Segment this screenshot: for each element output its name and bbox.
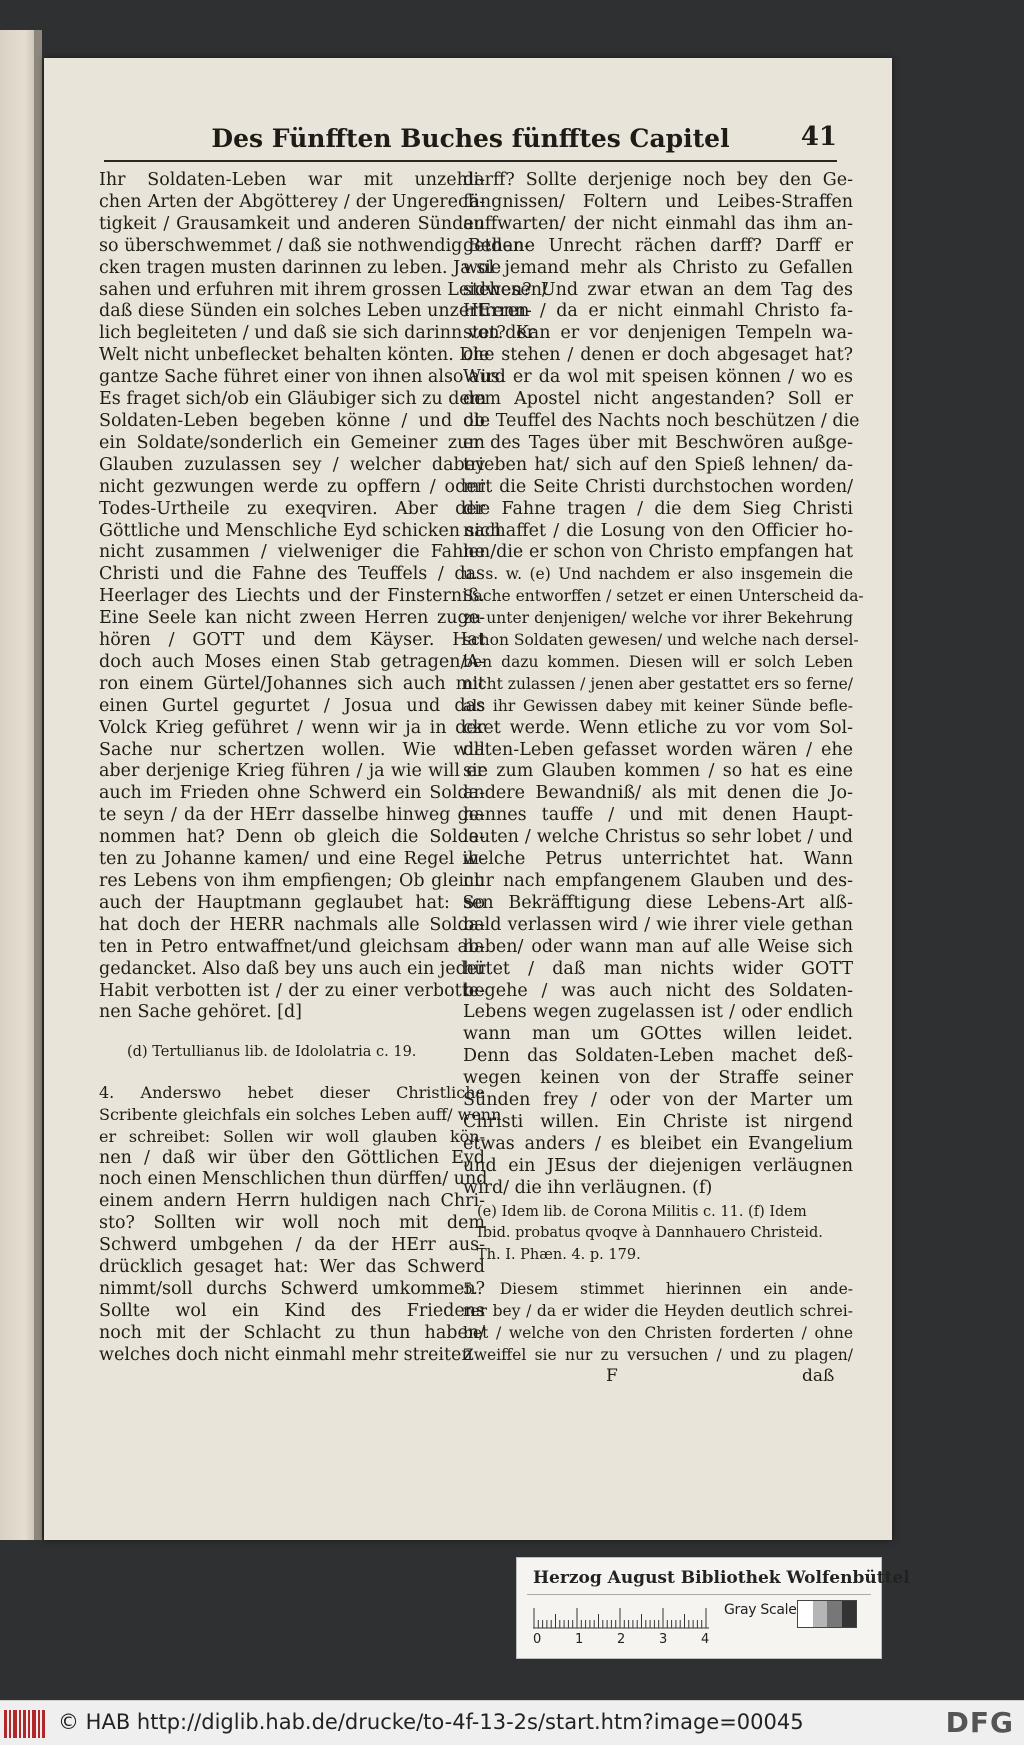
text-line: hören / GOTT und dem Käyser. Hat (99, 630, 485, 651)
text-line: Habit verbotten ist / der zu einer verbotte- (99, 980, 485, 1001)
text-line: die Fahne tragen / die dem Sieg Christi (463, 498, 853, 519)
text-line: welches doch nicht einmahl mehr streiten (99, 1344, 473, 1365)
text-line: noch einen Menschlichen thun dürffen/ und (99, 1169, 488, 1190)
text-line: nicht zusammen / vielweniger die Fahne (99, 542, 485, 563)
text-line: te seyn / da der HErr dasselbe hinweg ge- (99, 805, 485, 826)
text-line: Sünden frey / oder von der Marter um (463, 1090, 853, 1111)
text-line: Göttliche und Menschliche Eyd schicken sich (99, 520, 502, 541)
text-line: trieben hat/ sich auf den Spieß lehnen/ da- (463, 454, 853, 475)
text-line: Christi und die Fahne des Teuffels / das (99, 564, 485, 585)
text-line: hat doch der HERR nachmals alle Solda- (99, 914, 485, 935)
text-line: wol jemand mehr als Christo zu Gefallen (463, 257, 853, 278)
catchword: daß (802, 1366, 835, 1386)
spacer (463, 1266, 853, 1278)
text-line: Sache nur schertzen wollen. Wie will (99, 739, 485, 760)
text-line: Welt nicht unbeflecket behalten könten. Die (99, 345, 490, 366)
text-line: drücklich gesaget hat: Wer das Schwerd (99, 1257, 485, 1278)
text-line: die Teuffel des Nachts noch beschützen / die (463, 410, 860, 431)
text-line: nen / daß wir über den Göttlichen Eyd (99, 1147, 485, 1168)
grayscale-patch (827, 1601, 842, 1627)
text-line: als ihr Gewissen dabey mit keiner Sünde befle- (463, 696, 853, 715)
text-line: gedancket. Also daß bey uns auch ein jeder (99, 958, 486, 979)
text-line: ben dazu kommen. Diesen will er solch Leben (463, 652, 853, 671)
right-column-text (463, 170, 864, 1200)
text-line: nimmt/soll durchs Schwerd umkommen? (99, 1279, 485, 1299)
grayscale-label: Gray Scale (724, 1602, 797, 1618)
ruler-label: 1 (575, 1632, 584, 1647)
copyright-url[interactable]: © HAB http://diglib.hab.de/drucke/to-4f-13-2s/start.htm?image=00045 (58, 1710, 804, 1734)
text-line: 5. Diesem stimmet hierinnen ein ande- (463, 1280, 853, 1299)
text-line: Denn das Soldaten-Leben machet deß- (463, 1046, 853, 1067)
text-line: aber derjenige Krieg führen / ja wie will er (99, 761, 485, 782)
text-line: che stehen / denen er doch abgesaget hat? (463, 345, 853, 366)
text-line: sto? Sollten wir woll noch mit dem (99, 1213, 485, 1234)
text-line: sie zum Glauben kommen / so hat es eine (463, 761, 853, 782)
barcode-icon (4, 1710, 46, 1738)
text-line: auch der Hauptmann geglaubet hat: So (99, 892, 485, 913)
text-line: (e) Idem lib. de Corona Militis c. 11. (f) Idem (477, 1203, 807, 1220)
text-line: Ihr Soldaten-Leben war mit unzehli- (99, 170, 485, 190)
library-name: Herzog August Bibliothek Wolfenbüttel (533, 1568, 910, 1588)
previous-page-edge (0, 30, 42, 1540)
running-head (104, 120, 837, 162)
text-line: Es fraget sich/ob ein Gläubiger sich zu dem (99, 389, 487, 410)
text-line: stehen? Und zwar etwan an dem Tag des (463, 279, 853, 300)
ruler-label: 2 (617, 1632, 626, 1647)
text-line: wann man um GOttes willen leidet. (463, 1024, 853, 1045)
right-section-text (463, 1278, 853, 1366)
text-line: etwas anders / es bleibet ein Evangelium (463, 1133, 853, 1154)
text-line: andere Bewandniß/ als mit denen die Jo- (463, 783, 853, 804)
text-line: gethane Unrecht rächen darff? Darff er (463, 235, 853, 256)
text-line: HErren / da er nicht einmahl Christo fa- (463, 301, 853, 322)
text-line: tigkeit / Grausamkeit und anderen Sünden (99, 213, 485, 234)
text-line: sen Bekräfftigung diese Lebens-Art alß- (463, 892, 853, 913)
text-line: lich begleiteten / und daß sie sich darinn von der (99, 323, 535, 344)
text-line: ten in Petro entwaffnet/und gleichsam ab- (99, 936, 485, 957)
text-line: daß diese Sünden ein solches Leben unzertrenn- (99, 301, 532, 322)
right-column (463, 170, 864, 1366)
text-line: ein Soldate/sonderlich ein Gemeiner zum (99, 432, 485, 453)
grayscale-patch (813, 1601, 828, 1627)
text-line: nen Sache gehöret. [d] (99, 1002, 302, 1023)
text-line: Glauben zuzulassen sey / welcher dabey (99, 454, 485, 475)
dfg-logo: DFG (945, 1706, 1014, 1739)
text-line: 4. Anderswo hebet dieser Christliche (99, 1082, 485, 1102)
ruler-label: 0 (533, 1632, 542, 1647)
text-line: mit die Seite Christi durchstochen worden/ (463, 476, 853, 497)
spacer (99, 1064, 485, 1082)
text-line: Scribente gleichfals ein solches Leben auff/ wenn (99, 1104, 502, 1124)
text-line: nicht gezwungen werde zu opffern / oder (99, 476, 485, 497)
text-line: gantze Sache führet einer von ihnen also aus: (99, 367, 506, 388)
text-line: Christi willen. Ein Christe ist nirgend (463, 1111, 853, 1132)
text-line: Th. I. Phæn. 4. p. 179. (477, 1246, 641, 1263)
text-line: wird/ die ihn verläugnen. (f) (463, 1177, 713, 1198)
text-line: u. s. w. (e) Und nachdem er also insgemein die (463, 565, 853, 584)
text-line: nicht zulassen / jenen aber gestattet ers so ferne/ (463, 674, 853, 693)
text-line: Sache entworffen / setzet er einen Unterscheid da- (463, 587, 864, 606)
text-line: Eine Seele kan nicht zween Herren zuge- (99, 608, 485, 629)
text-line: schon Soldaten gewesen/ und welche nach dersel- (463, 631, 859, 650)
ruler-label: 4 (701, 1632, 710, 1647)
text-line: dem Apostel nicht angestanden? Soll er (463, 389, 853, 410)
text-line: len/die er schon von Christo empfangen hat (463, 542, 853, 563)
grayscale-bar (797, 1600, 857, 1628)
text-line: nachaffet / die Losung von den Officier ho- (463, 520, 853, 541)
text-line: Todes-Urtheile zu exeqviren. Aber der (99, 498, 485, 519)
text-line: Ibid. probatus qvoqve à Dannhauero Christeid. (477, 1225, 823, 1242)
text-line: ten zu Johanne kamen/ und eine Regel ih- (99, 849, 485, 870)
left-column-text (99, 170, 548, 1024)
text-line: zu unter denjenigen/ welche vor ihrer Bekehrung (463, 609, 853, 628)
text-line: nommen hat? Denn ob gleich die Solda- (99, 827, 485, 848)
left-column (99, 170, 548, 1367)
text-line: bet / welche von den Christen forderten / ohne (463, 1324, 853, 1343)
signature-mark: F (606, 1366, 618, 1386)
text-line: einen Gurtel gegurtet / Josua und das (99, 695, 485, 716)
text-line: Heerlager des Liechts und der Finsterniß. (99, 586, 485, 607)
footer-bar (0, 1700, 1024, 1745)
running-title: Des Fünfften Buches fünfftes Capitel (211, 124, 730, 153)
text-line: daten-Leben gefasset worden wären / ehe (463, 739, 853, 760)
footnote-d: (d) Tertullianus lib. de Idololatria c. 19. (127, 1044, 417, 1061)
text-line: ron einem Gürtel/Johannes sich auch mit (99, 673, 485, 694)
book-fold (34, 30, 42, 1540)
text-line: er schreibet: Sollen wir woll glauben kön- (99, 1126, 485, 1146)
text-line: fängnissen/ Foltern und Leibes-Straffen (463, 191, 853, 212)
grayscale-patch (798, 1601, 813, 1627)
ruler-ticks-icon (533, 1606, 709, 1630)
grayscale-patch (842, 1601, 857, 1627)
ruler-label: 3 (659, 1632, 668, 1647)
text-line: er des Tages über mit Beschwören außge- (463, 432, 853, 453)
text-line: Soldaten-Leben begeben könne / und ob (99, 410, 485, 431)
text-line: sahen und erfuhren mit ihrem grossen Leidwesen/ (99, 279, 548, 300)
book-page (44, 58, 892, 1540)
text-line: bald verlassen wird / wie ihrer viele gethan (463, 914, 853, 935)
text-line: einem andern Herrn huldigen nach Chri- (99, 1191, 485, 1212)
text-line: Sollte wol ein Kind des Friedens (99, 1300, 485, 1321)
text-line: Zweiffel sie nur zu versuchen / und zu plagen/ (463, 1346, 853, 1365)
text-line: nur nach empfangenem Glauben und des- (463, 871, 853, 891)
text-line: Schwerd umbgehen / da der HErr aus- (99, 1235, 485, 1256)
text-line: doch auch Moses einen Stab getragen/A- (99, 651, 485, 672)
text-line: cken tragen musten darinnen zu leben. Ja sie (99, 257, 502, 278)
text-line: so überschwemmet / daß sie nothwendig Beden- (99, 235, 530, 256)
text-line: auffwarten/ der nicht einmahl das ihm an- (463, 213, 853, 234)
text-line: Volck Krieg geführet / wenn wir ja in der (99, 717, 485, 738)
text-line: res Lebens von ihm empfiengen; Ob gleich (99, 871, 485, 891)
text-line: leuten / welche Christus so sehr lobet / und (463, 827, 853, 848)
ruler (533, 1606, 709, 1628)
scale-card (516, 1557, 910, 1659)
text-line: cket werde. Wenn etliche zu vor vom Sol- (463, 717, 853, 738)
text-line: rer bey / da er wider die Heyden deutlich schrei- (463, 1302, 853, 1321)
text-line: wegen keinen von der Straffe seiner (463, 1068, 853, 1089)
text-line: darff? Sollte derjenige noch bey den Ge- (463, 170, 853, 190)
text-line: welche Petrus unterrichtet hat. Wann (463, 849, 853, 870)
text-line: hütet / daß man nichts wider GOTT (463, 958, 853, 979)
footnotes-e-f (463, 1202, 853, 1267)
text-line: begehe / was auch nicht des Soldaten- (463, 980, 853, 1001)
text-line: hannes tauffe / und mit denen Haupt- (463, 805, 853, 826)
left-section-text (99, 1082, 502, 1367)
text-line: stet? Kan er vor denjenigen Tempeln wa- (463, 323, 853, 344)
scale-divider (527, 1594, 871, 1595)
text-line: chen Arten der Abgötterey / der Ungerech- (99, 191, 485, 212)
text-line: auch im Frieden ohne Schwerd ein Solda- (99, 783, 485, 804)
text-line: Lebens wegen zugelassen ist / oder endlich (463, 1002, 853, 1023)
text-line: haben/ oder wann man auf alle Weise sich (463, 936, 853, 957)
text-line: und ein JEsus der diejenigen verläugnen (463, 1155, 853, 1176)
text-line: noch mit der Schlacht zu thun haben/ (99, 1322, 485, 1343)
text-line: Wird er da wol mit speisen können / wo es (463, 367, 853, 388)
page-number: 41 (800, 122, 837, 152)
spacer (99, 1024, 485, 1042)
